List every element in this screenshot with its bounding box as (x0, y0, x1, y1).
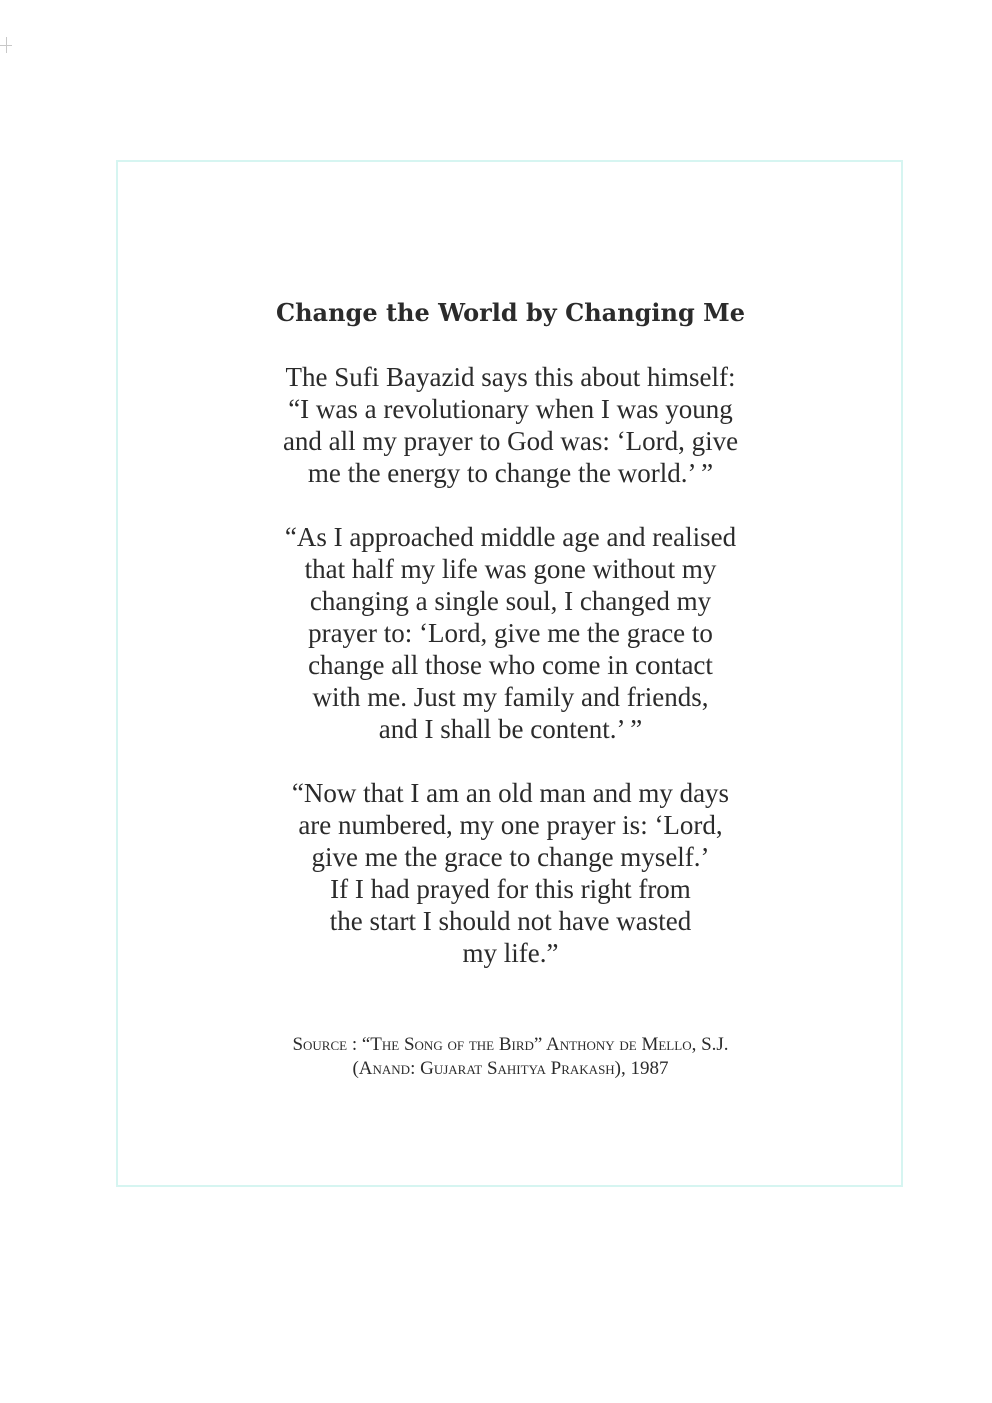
stanza-line: changing a single soul, I changed my (309, 586, 712, 616)
stanza-line: are numbered, my one prayer is: ‘Lord, (298, 810, 723, 840)
stanza-line: If I had prayed for this right from (330, 874, 691, 904)
crop-mark (0, 37, 14, 53)
stanza-line: “As I approached middle age and realised (284, 522, 737, 552)
crop-mark-vertical (6, 37, 7, 53)
source-line: (Anand: Gujarat Sahitya Prakash), 1987 (352, 1058, 669, 1079)
stanza-line: the start I should not have wasted (329, 906, 692, 936)
stanza-line: and all my prayer to God was: ‘Lord, give (282, 426, 739, 456)
stanza-line: with me. Just my family and friends, (312, 682, 709, 712)
stanza-line: me the energy to change the world.’ ” (307, 458, 714, 488)
stanza-line: “I was a revolutionary when I was young (288, 394, 733, 424)
source-citation (116, 1033, 905, 1081)
stanza-1 (116, 361, 905, 489)
stanza-line: The Sufi Bayazid says this about himself: (285, 362, 736, 392)
poem-title: Change the World by Changing Me (276, 298, 745, 327)
stanza-line: my life.” (462, 938, 559, 968)
stanza-line: give me the grace to change myself.’ (311, 842, 710, 872)
stanza-line: that half my life was gone without my (304, 554, 717, 584)
stanza-line: prayer to: ‘Lord, give me the grace to (308, 618, 713, 648)
source-line: Source : “The Song of the Bird” Anthony de Mello, S.J. (292, 1034, 729, 1055)
poem-box (116, 295, 905, 1081)
stanza-line: “Now that I am an old man and my days (291, 778, 730, 808)
stanza-line: and I shall be content.’ ” (378, 714, 643, 744)
stanza-2 (116, 521, 905, 745)
stanza-line: change all those who come in contact (308, 650, 713, 680)
stanza-3 (116, 777, 905, 969)
